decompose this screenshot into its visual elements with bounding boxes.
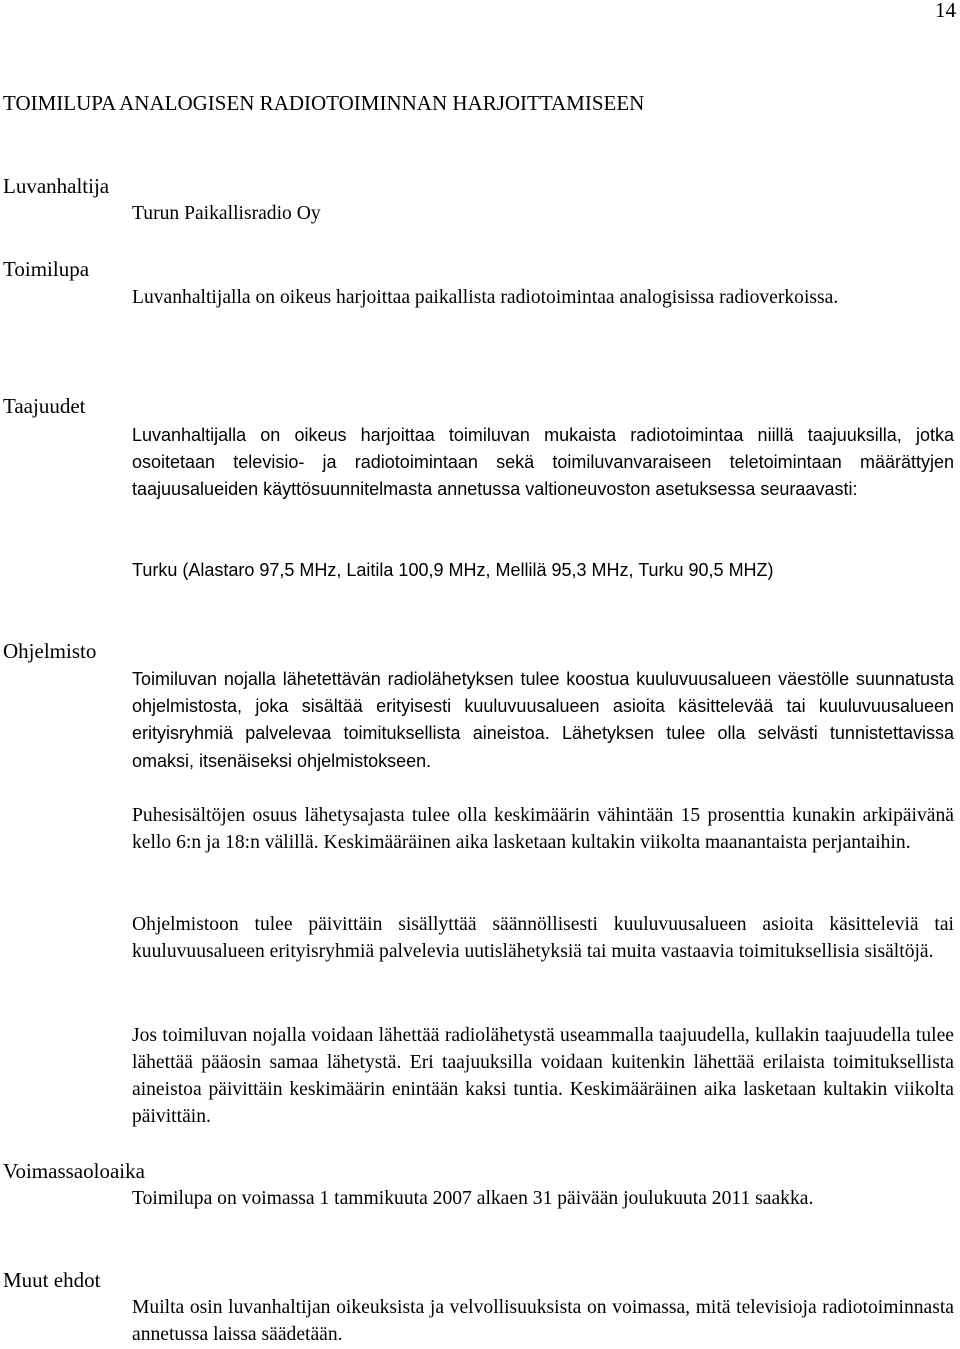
section-text-muut-ehdot: Muilta osin luvanhaltijan oikeuksista ja velvollisuuksista on voimassa, mitä televisioja radiotoiminnasta annetussa laissa säädetään.	[132, 1297, 954, 1345]
ohjelmisto-paragraph-2: Puhesisältöjen osuus lähetysajasta tulee olla keskimäärin vähintään 15 prosenttia kunakin arkipäivänä kello 6:n ja 18:n välillä. Keskimääräinen aika lasketaan kultakin viikolta maanantaista perjantaihin.	[132, 805, 954, 853]
section-text-voimassaoloaika: Toimilupa on voimassa 1 tammikuuta 2007 alkaen 31 päivään joulukuuta 2011 saakka.	[132, 1188, 814, 1209]
section-label-ohjelmisto: Ohjelmisto	[3, 639, 97, 663]
section-label-luvanhaltija: Luvanhaltija	[3, 174, 110, 198]
section-text-luvanhaltija: Turun Paikallisradio Oy	[132, 203, 321, 224]
ohjelmisto-paragraph-1: Toimiluvan nojalla lähetettävän radiolähetyksen tulee koostua kuuluvuusalueen väestölle suunnatusta ohjelmistosta, joka sisältää erityisesti kuuluvuusalueen asioita käsittelevää tai kuuluvuusalueen erityisryhmiä palvelevaa toimituksellista aineistoa. Lähetyksen tulee olla selvästi tunnistettavissa omaksi, itsenäiseksi ohjelmistokseen.	[132, 669, 954, 771]
document-title: TOIMILUPA ANALOGISEN RADIOTOIMINNAN HARJOITTAMISEEN	[3, 91, 645, 115]
section-text-taajuudet: Luvanhaltijalla on oikeus harjoittaa toimiluvan mukaista radiotoimintaa niillä taajuuksilla, jotka osoitetaan televisio- ja radiotoimintaan sekä toimiluvanvaraiseen teletoimintaan määrättyjen taajuusalueiden käyttösuunnitelmasta annetussa valtioneuvoston asetuksessa seuraavasti:	[132, 425, 954, 500]
page-number: 14	[935, 0, 956, 22]
section-label-voimassaoloaika: Voimassaoloaika	[3, 1159, 145, 1183]
ohjelmisto-paragraph-4: Jos toimiluvan nojalla voidaan lähettää radiolähetystä useammalla taajuudella, kullakin taajuudella tulee lähettää pääosin samaa lähetystä. Eri taajuuksilla voidaan kuitenkin lähettää erilaista toimituksellista aineistoa päivittäin keskimäärin enintään kaksi tuntia. Keskimääräinen aika lasketaan kultakin viikolta päivittäin.	[132, 1025, 954, 1127]
ohjelmisto-paragraph-3: Ohjelmistoon tulee päivittäin sisällyttää säännöllisesti kuuluvuusalueen asioita käsitteleviä tai kuuluvuusalueen erityisryhmiä palvelevia uutislähetyksiä tai muita vastaavia toimituksellisia sisältöjä.	[132, 914, 954, 962]
frequency-list: Turku (Alastaro 97,5 MHz, Laitila 100,9 MHz, Mellilä 95,3 MHz, Turku 90,5 MHZ)	[132, 560, 774, 580]
section-label-toimilupa: Toimilupa	[3, 257, 90, 281]
section-label-muut-ehdot: Muut ehdot	[3, 1268, 101, 1292]
section-text-toimilupa: Luvanhaltijalla on oikeus harjoittaa paikallista radiotoimintaa analogisissa radioverkoissa.	[132, 287, 839, 308]
section-label-taajuudet: Taajuudet	[3, 394, 86, 418]
